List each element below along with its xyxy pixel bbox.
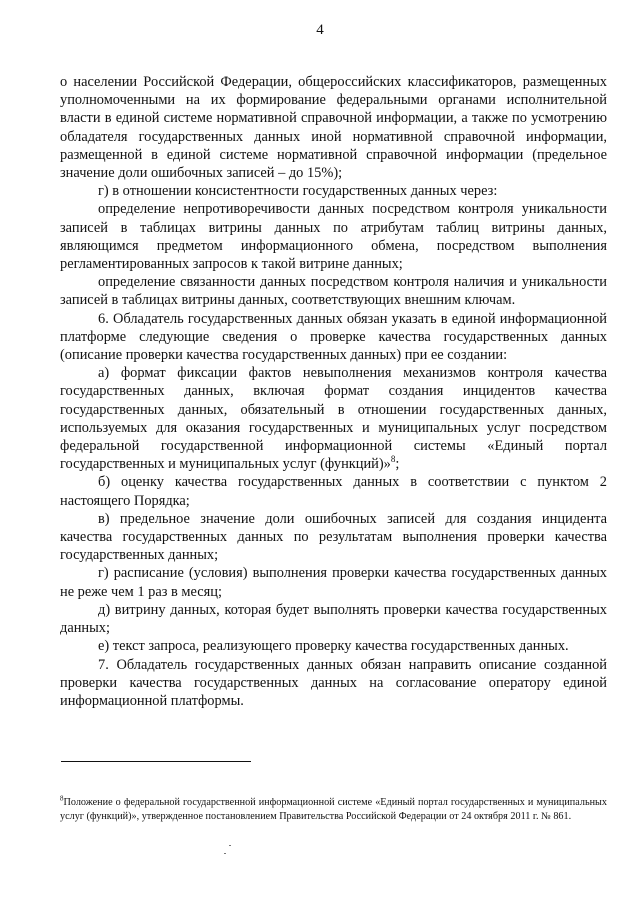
paragraph-item-b: б) оценку качества государственных данных в соответствии с пунктом 2 настоящего Порядка; <box>60 474 607 509</box>
footnote <box>60 796 607 823</box>
paragraph-item-d: д) витрину данных, которая будет выполнять проверки качества государственных данных; <box>60 601 607 637</box>
paragraph-item-a-text: а) формат фиксации фактов невыполнения механизмов контроля качества государственных данных, включая формат создания инцидентов качества государственных данных, обязательный в отношении государственных данных, используемых для оказания государственных и муниципальных услуг посредством федеральной государственной информационной системы «Единый портал государственных и муниципальных услуг (функций)» <box>60 365 607 473</box>
document-body <box>60 73 607 710</box>
footnote-reference: 8 <box>390 454 396 465</box>
footnote-text: Положение о федеральной государственной информационной системе «Единый портал государственных и муниципальных услуг (функций)», утвержденное постановлением Правительства Российской Федерации от 24 октября 2011 г. № 861. <box>60 797 607 822</box>
paragraph-item-v: в) предельное значение доли ошибочных записей для создания инцидента качества государственных данных по результатам выполнения проверки качества государственных данных; <box>60 510 607 564</box>
footnote-marker: 8 <box>60 794 64 803</box>
footnote-reference-punct: ; <box>395 456 400 473</box>
scan-speck <box>229 845 231 846</box>
paragraph-section-7: 7. Обладатель государственных данных обязан направить описание созданной проверки качества государственных данных на согласование оператору единой информационной платформы. <box>60 656 607 709</box>
paragraph-section-6: 6. Обладатель государственных данных обязан указать в единой информационной платформе следующие сведения о проверке качества государственных данных (описание проверки качества государственных данных) при ее создании: <box>60 310 607 364</box>
scan-speck <box>224 853 226 854</box>
paragraph-item-g-schedule: г) расписание (условия) выполнения проверки качества государственных данных не реже чем 1 раз в месяц; <box>60 565 607 600</box>
page-number: 4 <box>316 22 324 38</box>
paragraph-item-e: е) текст запроса, реализующего проверку качества государственных данных. <box>98 638 569 655</box>
paragraph-item-g-consistency: г) в отношении консистентности государственных данных через: <box>98 183 498 200</box>
footnote-divider <box>61 761 251 762</box>
paragraph-item-a <box>60 364 607 473</box>
paragraph-consistency-links: определение связанности данных посредством контроля наличия и уникальности записей в таблицах витрины данных, соответствующих внешним ключам. <box>60 274 607 309</box>
paragraph-consistency-uniqueness: определение непротиворечивости данных посредством контроля уникальности записей в таблицах витрины данных по атрибутам таблиц витрины данных, являющимся предметом информационного обмена, посредством выполнения регламентированных запросов к такой витрине данных; <box>60 201 607 273</box>
paragraph-continuation: о населении Российской Федерации, общероссийских классификаторов, размещенных уполномоченными на их формирование федеральными органами исполнительной власти в единой системе нормативной справочной информации, а также по усмотрению обладателя государственных данных иной нормативной справочной информации, размещенной в единой системе нормативной справочной информации (предельное значение доли ошибочных записей – до 15%); <box>60 74 607 182</box>
